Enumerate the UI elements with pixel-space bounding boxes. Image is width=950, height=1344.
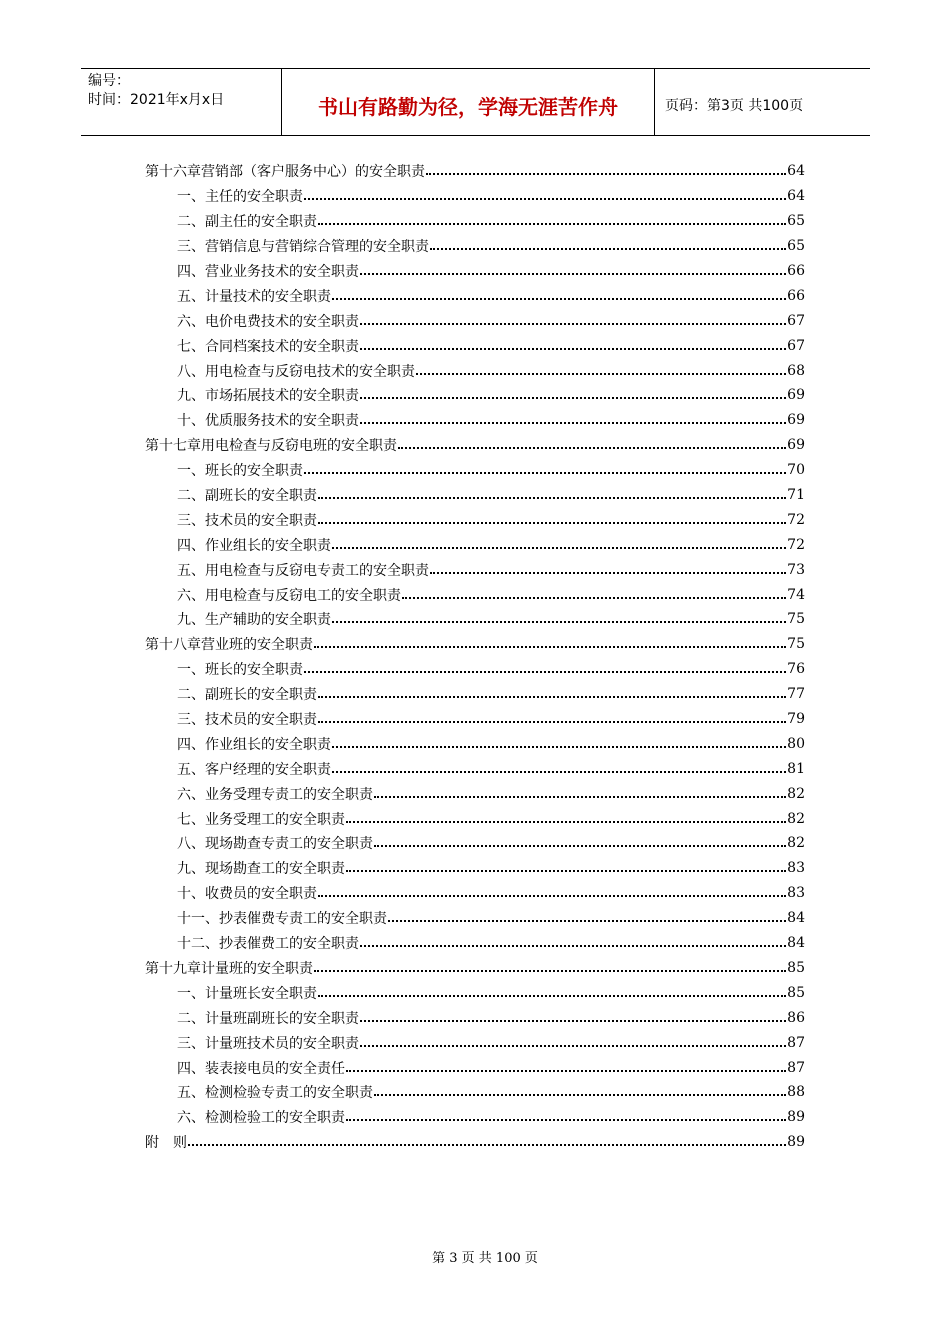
toc-dot-leader — [398, 447, 786, 449]
toc-entry-page-number: 76 — [787, 661, 805, 678]
toc-entry-title: 附 则 — [145, 1135, 187, 1152]
header-page-info: 页码：第3页 共100页 — [665, 98, 804, 114]
toc-section-entry[interactable] — [145, 259, 805, 284]
toc-section-entry[interactable] — [145, 856, 805, 881]
toc-section-entry[interactable] — [145, 333, 805, 358]
toc-section-entry[interactable] — [145, 283, 805, 308]
toc-entry-page-number: 88 — [787, 1084, 805, 1101]
toc-chapter-entry[interactable] — [145, 1130, 805, 1155]
toc-chapter-entry[interactable] — [145, 159, 805, 184]
toc-dot-leader — [314, 646, 786, 648]
toc-section-entry[interactable] — [145, 980, 805, 1005]
toc-entry-page-number: 77 — [787, 686, 805, 703]
toc-dot-leader — [332, 771, 786, 773]
toc-entry-page-number: 81 — [787, 760, 805, 777]
toc-entry-title: 第十六章营销部（客户服务中心）的安全职责 — [145, 164, 425, 181]
toc-dot-leader — [374, 796, 786, 798]
toc-section-entry[interactable] — [145, 707, 805, 732]
toc-dot-leader — [332, 746, 786, 748]
toc-dot-leader — [360, 422, 786, 424]
toc-chapter-entry[interactable] — [145, 632, 805, 657]
toc-entry-title: 三、计量班技术员的安全职责 — [177, 1035, 359, 1052]
toc-entry-page-number: 64 — [787, 188, 805, 205]
toc-section-entry[interactable] — [145, 906, 805, 931]
toc-dot-leader — [360, 273, 786, 275]
toc-dot-leader — [360, 945, 786, 947]
toc-section-entry[interactable] — [145, 582, 805, 607]
toc-entry-page-number: 66 — [787, 287, 805, 304]
toc-entry-page-number: 69 — [787, 437, 805, 454]
document-number-label: 编号： — [88, 73, 130, 89]
toc-entry-title: 五、检测检验专责工的安全职责 — [177, 1085, 373, 1102]
toc-dot-leader — [360, 323, 786, 325]
toc-section-entry[interactable] — [145, 831, 805, 856]
toc-entry-page-number: 66 — [787, 263, 805, 279]
toc-section-entry[interactable] — [145, 682, 805, 707]
toc-entry-page-number: 65 — [787, 213, 805, 230]
toc-section-entry[interactable] — [145, 806, 805, 831]
toc-entry-page-number: 67 — [787, 337, 805, 354]
toc-section-entry[interactable] — [145, 1080, 805, 1105]
toc-entry-page-number: 74 — [787, 586, 805, 603]
toc-entry-title: 五、计量技术的安全职责 — [177, 288, 331, 305]
toc-dot-leader — [360, 1020, 786, 1022]
toc-entry-title: 六、用电检查与反窃电工的安全职责 — [177, 587, 401, 604]
toc-section-entry[interactable] — [145, 731, 805, 756]
toc-dot-leader — [318, 721, 786, 723]
toc-section-entry[interactable] — [145, 458, 805, 483]
toc-entry-title: 十、优质服务技术的安全职责 — [177, 413, 359, 430]
toc-dot-leader — [430, 572, 786, 574]
toc-entry-page-number: 87 — [787, 1034, 805, 1051]
toc-entry-title: 九、现场勘查工的安全职责 — [177, 861, 345, 878]
toc-dot-leader — [430, 248, 786, 250]
toc-entry-title: 三、技术员的安全职责 — [177, 712, 317, 729]
toc-entry-page-number: 68 — [787, 362, 805, 379]
toc-dot-leader — [388, 920, 786, 922]
page-footer: 第 3 页 共 100 页 — [432, 1251, 538, 1266]
toc-dot-leader — [318, 522, 786, 524]
toc-entry-page-number: 73 — [787, 561, 805, 578]
toc-dot-leader — [332, 298, 786, 300]
toc-section-entry[interactable] — [145, 483, 805, 508]
toc-entry-title: 六、电价电费技术的安全职责 — [177, 313, 359, 330]
toc-dot-leader — [360, 348, 786, 350]
toc-dot-leader — [346, 821, 786, 823]
toc-entry-title: 第十九章计量班的安全职责 — [145, 960, 313, 977]
toc-chapter-entry[interactable] — [145, 433, 805, 458]
toc-dot-leader — [402, 597, 786, 599]
toc-section-entry[interactable] — [145, 507, 805, 532]
toc-entry-title: 四、装表接电员的安全责任 — [177, 1060, 345, 1077]
toc-entry-title: 二、副班长的安全职责 — [177, 488, 317, 505]
toc-entry-page-number: 69 — [787, 387, 805, 404]
toc-section-entry[interactable] — [145, 234, 805, 259]
toc-entry-page-number: 79 — [787, 711, 805, 728]
toc-entry-title: 一、主任的安全职责 — [177, 189, 303, 206]
toc-entry-page-number: 84 — [787, 935, 805, 952]
toc-entry-page-number: 89 — [787, 1109, 805, 1126]
toc-entry-title: 五、客户经理的安全职责 — [177, 761, 331, 778]
toc-section-entry[interactable] — [145, 383, 805, 408]
toc-entry-page-number: 85 — [787, 984, 805, 1001]
toc-entry-title: 四、营业业务技术的安全职责 — [177, 264, 359, 280]
toc-entry-page-number: 82 — [787, 835, 805, 852]
toc-entry-page-number: 84 — [787, 910, 805, 927]
toc-dot-leader — [318, 895, 786, 897]
document-date: 时间：2021年x月x日 — [88, 92, 225, 108]
toc-dot-leader — [332, 547, 786, 549]
toc-section-entry[interactable] — [145, 532, 805, 557]
toc-entry-title: 六、检测检验工的安全职责 — [177, 1110, 345, 1127]
toc-entry-title: 一、班长的安全职责 — [177, 463, 303, 480]
toc-chapter-entry[interactable] — [145, 956, 805, 981]
toc-entry-title: 二、副班长的安全职责 — [177, 687, 317, 704]
toc-entry-page-number: 82 — [787, 785, 805, 802]
page-header — [81, 68, 870, 136]
toc-section-entry[interactable] — [145, 358, 805, 383]
toc-entry-title: 四、作业组长的安全职责 — [177, 736, 331, 753]
header-motto: 书山有路勤为径，学海无涯苦作舟 — [282, 69, 655, 135]
toc-entry-page-number: 65 — [787, 238, 805, 255]
table-of-contents — [145, 159, 805, 1155]
toc-entry-title: 十一、抄表催费专责工的安全职责 — [177, 911, 387, 928]
toc-section-entry[interactable] — [145, 1055, 805, 1080]
toc-dot-leader — [332, 621, 786, 623]
toc-section-entry[interactable] — [145, 1030, 805, 1055]
toc-dot-leader — [374, 845, 786, 847]
toc-dot-leader — [304, 198, 786, 200]
toc-entry-page-number: 85 — [787, 959, 805, 976]
toc-dot-leader — [304, 671, 786, 673]
toc-entry-title: 三、营销信息与营销综合管理的安全职责 — [177, 239, 429, 256]
toc-entry-title: 八、用电检查与反窃电技术的安全职责 — [177, 363, 415, 380]
toc-section-entry[interactable] — [145, 756, 805, 781]
toc-entry-title: 十二、抄表催费工的安全职责 — [177, 936, 359, 953]
toc-entry-page-number: 71 — [787, 487, 805, 504]
toc-entry-title: 第十七章用电检查与反窃电班的安全职责 — [145, 438, 397, 455]
toc-entry-title: 七、合同档案技术的安全职责 — [177, 338, 359, 355]
toc-dot-leader — [374, 1094, 786, 1096]
toc-entry-page-number: 86 — [787, 1009, 805, 1026]
toc-entry-title: 三、技术员的安全职责 — [177, 512, 317, 529]
toc-entry-page-number: 69 — [787, 412, 805, 429]
toc-entry-title: 四、作业组长的安全职责 — [177, 537, 331, 554]
toc-entry-page-number: 70 — [787, 462, 805, 479]
toc-dot-leader — [188, 1144, 786, 1146]
toc-entry-title: 九、生产辅助的安全职责 — [177, 612, 331, 629]
toc-section-entry[interactable] — [145, 308, 805, 333]
toc-section-entry[interactable] — [145, 931, 805, 956]
toc-entry-title: 七、业务受理工的安全职责 — [177, 811, 345, 828]
toc-section-entry[interactable] — [145, 881, 805, 906]
toc-entry-page-number: 83 — [787, 885, 805, 902]
toc-entry-title: 十、收费员的安全职责 — [177, 886, 317, 903]
toc-section-entry[interactable] — [145, 1005, 805, 1030]
toc-dot-leader — [346, 1070, 786, 1072]
toc-dot-leader — [314, 970, 786, 972]
toc-entry-page-number: 80 — [787, 735, 805, 752]
toc-entry-page-number: 75 — [787, 636, 805, 653]
toc-entry-page-number: 67 — [787, 312, 805, 329]
toc-dot-leader — [416, 373, 786, 375]
toc-entry-title: 一、计量班长安全职责 — [177, 985, 317, 1002]
toc-section-entry[interactable] — [145, 607, 805, 632]
toc-entry-page-number: 75 — [787, 611, 805, 628]
toc-dot-leader — [318, 223, 786, 225]
toc-entry-page-number: 64 — [787, 163, 805, 180]
toc-entry-title: 一、班长的安全职责 — [177, 662, 303, 679]
toc-section-entry[interactable] — [145, 657, 805, 682]
toc-dot-leader — [318, 696, 786, 698]
toc-section-entry[interactable] — [145, 781, 805, 806]
header-meta — [81, 69, 282, 135]
toc-dot-leader — [318, 995, 786, 997]
toc-entry-page-number: 87 — [787, 1059, 805, 1076]
toc-entry-page-number: 89 — [787, 1134, 805, 1151]
toc-entry-page-number: 83 — [787, 860, 805, 877]
toc-entry-title: 第十八章营业班的安全职责 — [145, 637, 313, 654]
toc-entry-page-number: 72 — [787, 511, 805, 528]
toc-dot-leader — [318, 497, 786, 499]
toc-entry-title: 九、市场拓展技术的安全职责 — [177, 388, 359, 405]
toc-dot-leader — [346, 870, 786, 872]
toc-entry-title: 二、计量班副班长的安全职责 — [177, 1010, 359, 1027]
toc-dot-leader — [360, 1045, 786, 1047]
toc-dot-leader — [346, 1119, 786, 1121]
toc-section-entry[interactable] — [145, 209, 805, 234]
toc-section-entry[interactable] — [145, 557, 805, 582]
toc-section-entry[interactable] — [145, 1105, 805, 1130]
toc-dot-leader — [304, 472, 786, 474]
toc-entry-title: 五、用电检查与反窃电专责工的安全职责 — [177, 562, 429, 579]
toc-entry-title: 八、现场勘查专责工的安全职责 — [177, 836, 373, 853]
toc-entry-title: 二、副主任的安全职责 — [177, 214, 317, 231]
toc-dot-leader — [360, 397, 786, 399]
toc-entry-page-number: 82 — [787, 810, 805, 827]
toc-entry-title: 六、业务受理专责工的安全职责 — [177, 786, 373, 803]
toc-section-entry[interactable] — [145, 184, 805, 209]
toc-section-entry[interactable] — [145, 408, 805, 433]
toc-entry-page-number: 72 — [787, 536, 805, 553]
toc-dot-leader — [426, 173, 786, 175]
